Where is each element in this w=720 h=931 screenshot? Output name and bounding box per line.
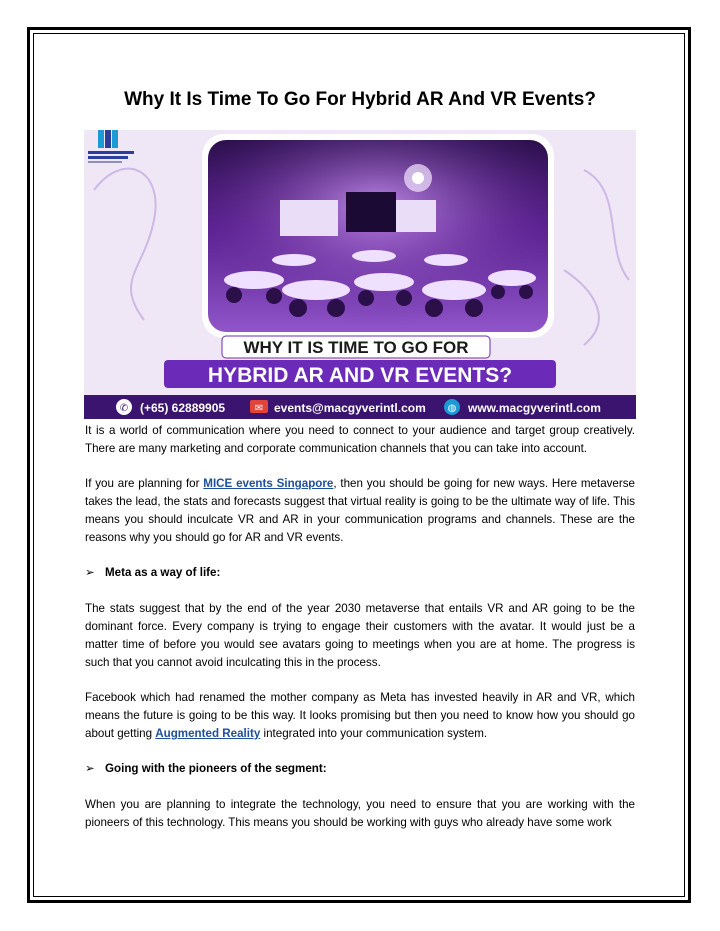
paragraph-intro: It is a world of communication where you need to connect to your audience and target group creatively. There are many marketing and corporate communication channels that you can take into account. bbox=[85, 424, 635, 455]
section-heading-meta bbox=[85, 564, 635, 582]
banner-headline-line1: WHY IT IS TIME TO GO FOR bbox=[243, 338, 469, 357]
email-icon: ✉ bbox=[254, 403, 264, 414]
paragraph-stats: The stats suggest that by the end of the year 2030 metaverse that entails VR and AR going to be the dominant force. Every company is trying to engage their customers with the avatar. It would just be a matter time of before you would see avatars going to meetings when you are at home. The progress is such that you cannot avoid inculcating this in the process. bbox=[85, 602, 635, 669]
section-heading-meta-text: Meta as a way of life: bbox=[105, 566, 221, 579]
bullet-arrow-icon: ➢ bbox=[85, 762, 95, 775]
section-heading-pioneers-text: Going with the pioneers of the segment: bbox=[105, 762, 327, 775]
augmented-reality-link[interactable]: Augmented Reality bbox=[155, 727, 261, 740]
bullet-arrow-icon: ➢ bbox=[85, 566, 95, 579]
paragraph-facebook bbox=[85, 689, 635, 743]
mice-events-link[interactable]: MICE events Singapore bbox=[203, 477, 334, 490]
paragraph-mice-after: , then you should be going for new ways. Here metaverse takes the lead, the stats and forecasts suggest that virtual reality is going to be the ultimate way of life. This means you should inculcate VR and AR in your communication programs and channels. These are the reasons why you should go for AR and VR events. bbox=[85, 477, 635, 544]
banner-website: www.macgyverintl.com bbox=[468, 401, 601, 415]
page-title: Why It Is Time To Go For Hybrid AR And VR Events? bbox=[124, 89, 596, 110]
paragraph-mice-before: If you are planning for bbox=[85, 477, 204, 490]
phone-icon: ✆ bbox=[119, 403, 129, 414]
paragraph-facebook-before: Facebook which had renamed the mother company as Meta has invested heavily in AR and VR, which means the future is going to be this way. It looks promising but then you need to know how you should go about getting bbox=[85, 691, 635, 740]
globe-icon: ◍ bbox=[447, 403, 457, 414]
paragraph-mice bbox=[85, 475, 635, 547]
article-body bbox=[85, 422, 635, 832]
banner-headline-line2: HYBRID AR AND VR EVENTS? bbox=[207, 364, 513, 387]
banner-phone: (+65) 62889905 bbox=[140, 401, 226, 415]
banner-email: events@macgyverintl.com bbox=[274, 401, 426, 415]
paragraph-pioneers: When you are planning to integrate the technology, you need to ensure that you are working with the pioneers of this technology. This means you should be working with guys who already have some work bbox=[85, 798, 635, 829]
section-heading-pioneers bbox=[85, 760, 635, 778]
hero-banner-image bbox=[84, 130, 636, 419]
paragraph-facebook-after: integrated into your communication system. bbox=[260, 727, 488, 740]
